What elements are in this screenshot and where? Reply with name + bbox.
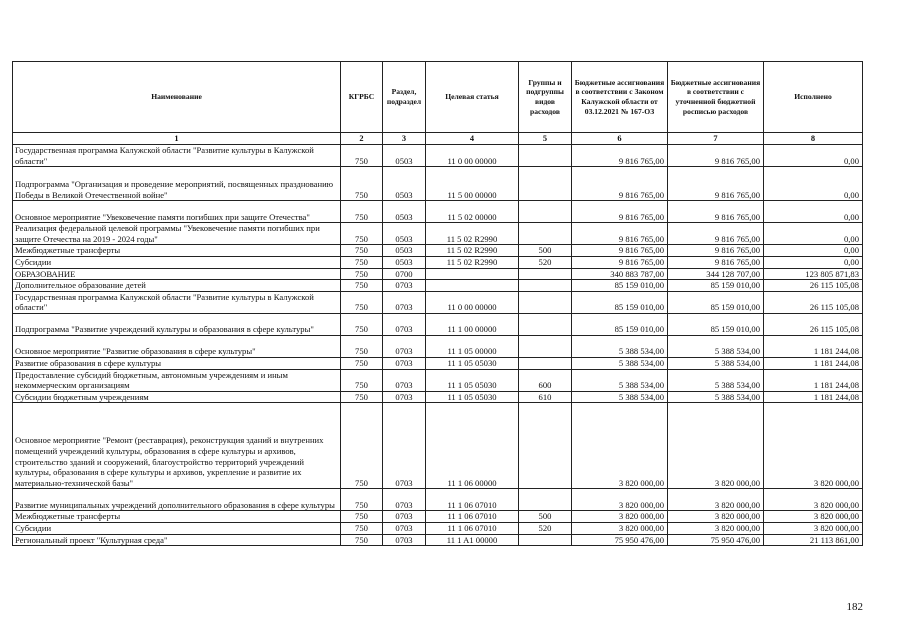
row-executed-amount-cell: 1 181 244,08 <box>764 335 863 357</box>
row-section-cell: 0703 <box>383 403 426 489</box>
column-number: 5 <box>519 133 572 145</box>
header-law: Бюджетные ассигнования в соответствии с Законом Калужской области от 03.12.2021 № 167-ОЗ <box>572 62 668 133</box>
row-group-cell: 520 <box>519 256 572 268</box>
row-group-cell <box>519 223 572 245</box>
row-name-cell: Региональный проект "Культурная среда" <box>13 534 341 546</box>
row-updated-amount-cell: 9 816 765,00 <box>668 245 764 257</box>
header-kgrbs: КГРБС <box>341 62 383 133</box>
column-number: 6 <box>572 133 668 145</box>
row-updated-amount-cell: 3 820 000,00 <box>668 522 764 534</box>
row-law-amount-cell: 5 388 534,00 <box>572 335 668 357</box>
table-row <box>13 369 863 391</box>
row-section-cell: 0703 <box>383 522 426 534</box>
row-name-cell: Основное мероприятие "Развитие образования в сфере культуры" <box>13 335 341 357</box>
row-group-cell <box>519 145 572 167</box>
row-group-cell: 500 <box>519 511 572 523</box>
column-number-row <box>13 133 863 145</box>
row-kgrbs-cell: 750 <box>341 357 383 369</box>
row-executed-amount-cell: 0,00 <box>764 167 863 201</box>
row-target-cell: 11 1 06 00000 <box>426 403 519 489</box>
row-updated-amount-cell: 85 159 010,00 <box>668 280 764 292</box>
row-law-amount-cell: 3 820 000,00 <box>572 489 668 511</box>
row-executed-amount-cell: 3 820 000,00 <box>764 511 863 523</box>
row-kgrbs-cell: 750 <box>341 291 383 313</box>
table-row <box>13 391 863 403</box>
header-group: Группы и подгруппы видов расходов <box>519 62 572 133</box>
row-kgrbs-cell: 750 <box>341 511 383 523</box>
row-name-cell: Межбюджетные трансферты <box>13 245 341 257</box>
row-group-cell: 500 <box>519 245 572 257</box>
row-group-cell <box>519 403 572 489</box>
row-group-cell: 600 <box>519 369 572 391</box>
row-group-cell <box>519 489 572 511</box>
row-name-cell: Основное мероприятие "Ремонт (реставрация), реконструкция зданий и внутренних помещений учреждений культуры, образования в сфере культуры и архивов, строительство зданий и сооружений, благоустройство территорий учреждений культуры, образования в сфере культуры и архивов, укрепление и развитие их материально-технической базы" <box>13 403 341 489</box>
row-law-amount-cell: 5 388 534,00 <box>572 357 668 369</box>
row-executed-amount-cell: 26 115 105,08 <box>764 291 863 313</box>
row-updated-amount-cell: 344 128 707,00 <box>668 268 764 280</box>
row-updated-amount-cell: 85 159 010,00 <box>668 313 764 335</box>
row-executed-amount-cell: 3 820 000,00 <box>764 522 863 534</box>
row-updated-amount-cell: 5 388 534,00 <box>668 357 764 369</box>
row-target-cell: 11 5 02 R2990 <box>426 256 519 268</box>
row-executed-amount-cell: 26 115 105,08 <box>764 313 863 335</box>
row-kgrbs-cell: 750 <box>341 369 383 391</box>
column-number: 3 <box>383 133 426 145</box>
row-group-cell: 610 <box>519 391 572 403</box>
row-section-cell: 0503 <box>383 167 426 201</box>
table-row <box>13 223 863 245</box>
table-row <box>13 403 863 489</box>
row-law-amount-cell: 3 820 000,00 <box>572 522 668 534</box>
row-name-cell: Государственная программа Калужской области "Развитие культуры в Калужской области" <box>13 291 341 313</box>
row-updated-amount-cell: 85 159 010,00 <box>668 291 764 313</box>
row-kgrbs-cell: 750 <box>341 280 383 292</box>
table-row <box>13 245 863 257</box>
row-kgrbs-cell: 750 <box>341 391 383 403</box>
table-row <box>13 268 863 280</box>
row-section-cell: 0503 <box>383 145 426 167</box>
row-target-cell: 11 5 02 R2990 <box>426 223 519 245</box>
header-updated: Бюджетные ассигнования в соответствии с уточненной бюджетной росписью расходов <box>668 62 764 133</box>
row-section-cell: 0503 <box>383 256 426 268</box>
row-target-cell: 11 1 05 05030 <box>426 357 519 369</box>
row-target-cell: 11 1 A1 00000 <box>426 534 519 546</box>
column-number: 8 <box>764 133 863 145</box>
table-row <box>13 534 863 546</box>
row-section-cell: 0703 <box>383 280 426 292</box>
row-executed-amount-cell: 0,00 <box>764 223 863 245</box>
row-law-amount-cell: 340 883 787,00 <box>572 268 668 280</box>
row-target-cell <box>426 280 519 292</box>
row-name-cell: Субсидии бюджетным учреждениям <box>13 391 341 403</box>
row-updated-amount-cell: 9 816 765,00 <box>668 256 764 268</box>
table-row <box>13 511 863 523</box>
row-name-cell: Межбюджетные трансферты <box>13 511 341 523</box>
row-target-cell: 11 1 06 07010 <box>426 511 519 523</box>
column-number: 4 <box>426 133 519 145</box>
row-group-cell: 520 <box>519 522 572 534</box>
row-updated-amount-cell: 3 820 000,00 <box>668 511 764 523</box>
table-row <box>13 489 863 511</box>
row-kgrbs-cell: 750 <box>341 335 383 357</box>
row-target-cell: 11 1 05 05030 <box>426 391 519 403</box>
row-group-cell <box>519 313 572 335</box>
row-section-cell: 0703 <box>383 511 426 523</box>
row-kgrbs-cell: 750 <box>341 201 383 223</box>
row-law-amount-cell: 85 159 010,00 <box>572 313 668 335</box>
row-updated-amount-cell: 3 820 000,00 <box>668 489 764 511</box>
column-number: 7 <box>668 133 764 145</box>
row-name-cell: Развитие муниципальных учреждений дополнительного образования в сфере культуры <box>13 489 341 511</box>
table-row <box>13 522 863 534</box>
row-kgrbs-cell: 750 <box>341 403 383 489</box>
row-executed-amount-cell: 0,00 <box>764 201 863 223</box>
row-executed-amount-cell: 1 181 244,08 <box>764 369 863 391</box>
row-name-cell: Субсидии <box>13 522 341 534</box>
table-row <box>13 256 863 268</box>
row-law-amount-cell: 9 816 765,00 <box>572 223 668 245</box>
row-section-cell: 0703 <box>383 489 426 511</box>
row-executed-amount-cell: 21 113 861,00 <box>764 534 863 546</box>
row-updated-amount-cell: 9 816 765,00 <box>668 145 764 167</box>
row-section-cell: 0703 <box>383 357 426 369</box>
table-row <box>13 145 863 167</box>
row-name-cell: Государственная программа Калужской области "Развитие культуры в Калужской области" <box>13 145 341 167</box>
row-name-cell: Подпрограмма "Организация и проведение мероприятий, посвященных празднованию Победы в Великой Отечественной войне" <box>13 167 341 201</box>
row-kgrbs-cell: 750 <box>341 313 383 335</box>
row-kgrbs-cell: 750 <box>341 256 383 268</box>
row-target-cell: 11 0 00 00000 <box>426 291 519 313</box>
row-section-cell: 0703 <box>383 534 426 546</box>
header-name: Наименование <box>13 62 341 133</box>
row-law-amount-cell: 5 388 534,00 <box>572 369 668 391</box>
row-name-cell: Предоставление субсидий бюджетным, автономным учреждениям и иным некоммерческим организациям <box>13 369 341 391</box>
row-executed-amount-cell: 0,00 <box>764 245 863 257</box>
row-group-cell <box>519 534 572 546</box>
row-name-cell: Основное мероприятие "Увековечение памяти погибших при защите Отечества" <box>13 201 341 223</box>
table-row <box>13 313 863 335</box>
row-executed-amount-cell: 123 805 871,83 <box>764 268 863 280</box>
row-law-amount-cell: 9 816 765,00 <box>572 245 668 257</box>
row-kgrbs-cell: 750 <box>341 223 383 245</box>
row-group-cell <box>519 167 572 201</box>
row-executed-amount-cell: 26 115 105,08 <box>764 280 863 292</box>
row-law-amount-cell: 75 950 476,00 <box>572 534 668 546</box>
row-law-amount-cell: 9 816 765,00 <box>572 167 668 201</box>
row-group-cell <box>519 357 572 369</box>
row-executed-amount-cell: 0,00 <box>764 145 863 167</box>
row-law-amount-cell: 3 820 000,00 <box>572 511 668 523</box>
row-name-cell: Дополнительное образование детей <box>13 280 341 292</box>
row-updated-amount-cell: 5 388 534,00 <box>668 335 764 357</box>
row-section-cell: 0703 <box>383 369 426 391</box>
row-updated-amount-cell: 75 950 476,00 <box>668 534 764 546</box>
row-law-amount-cell: 9 816 765,00 <box>572 256 668 268</box>
row-section-cell: 0703 <box>383 391 426 403</box>
row-target-cell: 11 1 05 00000 <box>426 335 519 357</box>
row-group-cell <box>519 335 572 357</box>
row-section-cell: 0503 <box>383 245 426 257</box>
row-group-cell <box>519 280 572 292</box>
table-row <box>13 335 863 357</box>
row-kgrbs-cell: 750 <box>341 167 383 201</box>
header-section: Раздел, подраздел <box>383 62 426 133</box>
row-section-cell: 0700 <box>383 268 426 280</box>
row-updated-amount-cell: 9 816 765,00 <box>668 167 764 201</box>
row-target-cell: 11 1 06 07010 <box>426 522 519 534</box>
row-target-cell: 11 5 00 00000 <box>426 167 519 201</box>
row-section-cell: 0703 <box>383 313 426 335</box>
row-kgrbs-cell: 750 <box>341 245 383 257</box>
table-row <box>13 201 863 223</box>
row-target-cell: 11 1 00 00000 <box>426 313 519 335</box>
row-law-amount-cell: 3 820 000,00 <box>572 403 668 489</box>
row-group-cell <box>519 201 572 223</box>
row-name-cell: Реализация федеральной целевой программы "Увековечение памяти погибших при защите Отечества на 2019 - 2024 годы" <box>13 223 341 245</box>
row-target-cell: 11 0 00 00000 <box>426 145 519 167</box>
budget-table-sheet <box>12 61 862 546</box>
row-name-cell: Развитие образования в сфере культуры <box>13 357 341 369</box>
row-name-cell: Подпрограмма "Развитие учреждений культуры и образования в сфере культуры" <box>13 313 341 335</box>
table-body <box>13 145 863 546</box>
column-number: 1 <box>13 133 341 145</box>
row-kgrbs-cell: 750 <box>341 145 383 167</box>
row-target-cell: 11 5 02 R2990 <box>426 245 519 257</box>
table-row <box>13 167 863 201</box>
row-kgrbs-cell: 750 <box>341 268 383 280</box>
row-name-cell: ОБРАЗОВАНИЕ <box>13 268 341 280</box>
header-executed: Исполнено <box>764 62 863 133</box>
row-target-cell: 11 1 06 07010 <box>426 489 519 511</box>
column-number: 2 <box>341 133 383 145</box>
row-law-amount-cell: 85 159 010,00 <box>572 291 668 313</box>
row-updated-amount-cell: 3 820 000,00 <box>668 403 764 489</box>
budget-table <box>12 61 863 546</box>
row-executed-amount-cell: 3 820 000,00 <box>764 403 863 489</box>
row-section-cell: 0503 <box>383 201 426 223</box>
row-law-amount-cell: 85 159 010,00 <box>572 280 668 292</box>
row-executed-amount-cell: 3 820 000,00 <box>764 489 863 511</box>
row-name-cell: Субсидии <box>13 256 341 268</box>
row-updated-amount-cell: 9 816 765,00 <box>668 201 764 223</box>
row-executed-amount-cell: 1 181 244,08 <box>764 357 863 369</box>
row-law-amount-cell: 9 816 765,00 <box>572 201 668 223</box>
row-updated-amount-cell: 5 388 534,00 <box>668 369 764 391</box>
row-executed-amount-cell: 1 181 244,08 <box>764 391 863 403</box>
row-group-cell <box>519 268 572 280</box>
row-law-amount-cell: 9 816 765,00 <box>572 145 668 167</box>
row-executed-amount-cell: 0,00 <box>764 256 863 268</box>
row-section-cell: 0703 <box>383 291 426 313</box>
row-group-cell <box>519 291 572 313</box>
row-kgrbs-cell: 750 <box>341 522 383 534</box>
row-section-cell: 0503 <box>383 223 426 245</box>
row-updated-amount-cell: 9 816 765,00 <box>668 223 764 245</box>
row-law-amount-cell: 5 388 534,00 <box>572 391 668 403</box>
header-target: Целевая статья <box>426 62 519 133</box>
row-target-cell: 11 5 02 00000 <box>426 201 519 223</box>
row-kgrbs-cell: 750 <box>341 534 383 546</box>
table-row <box>13 357 863 369</box>
table-header <box>13 62 863 145</box>
row-section-cell: 0703 <box>383 335 426 357</box>
row-target-cell <box>426 268 519 280</box>
page-number: 182 <box>846 601 863 613</box>
row-target-cell: 11 1 05 05030 <box>426 369 519 391</box>
table-row <box>13 291 863 313</box>
table-row <box>13 280 863 292</box>
row-kgrbs-cell: 750 <box>341 489 383 511</box>
row-updated-amount-cell: 5 388 534,00 <box>668 391 764 403</box>
